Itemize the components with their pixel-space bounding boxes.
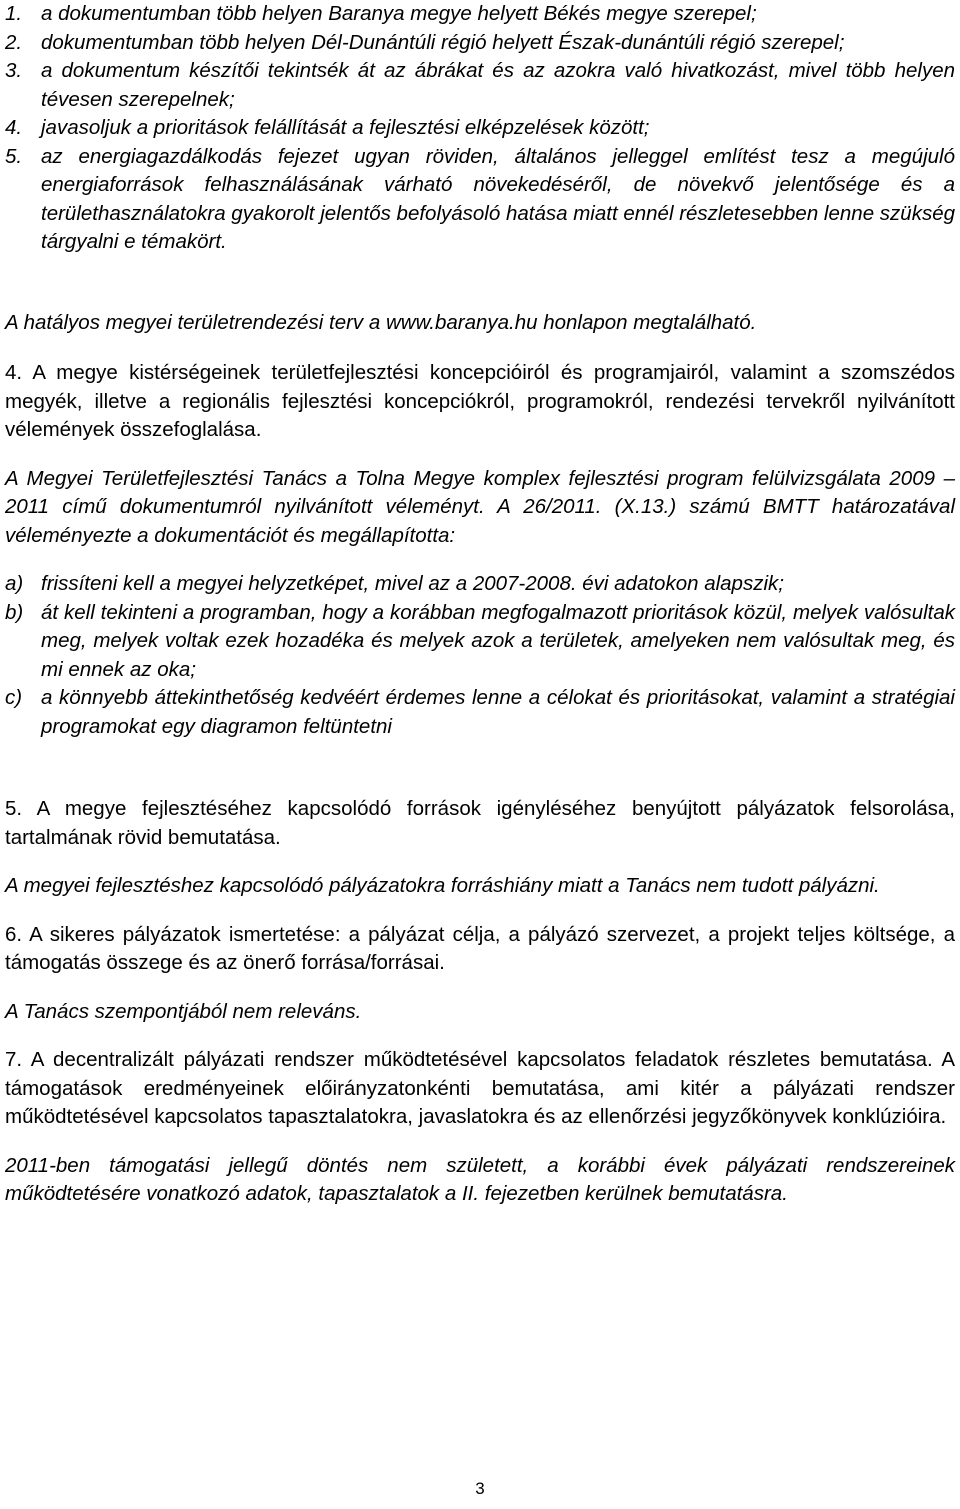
list-item <box>5 0 955 29</box>
list-item-text: dokumentumban több helyen Dél-Dunántúli régió helyett Észak-dunántúli régió szerepel; <box>41 30 845 54</box>
list-item-letter: c) <box>5 686 23 709</box>
list-item <box>5 599 955 685</box>
list-item-text: át kell tekinteni a programban, hogy a korábban megfogalmazott prioritások közül, melyek valósultak meg, melyek voltak ezek hozadéka és melyek azok a területek, amelyeken nem valósultak meg, és mi ennek az oka; <box>41 600 955 681</box>
section-4-heading: 4. A megye kistérségeinek területfejlesztési koncepcióiról és programjairól, valamint a szomszédos megyék, illetve a regionális fejlesztési koncepciókról, programokról, rendezési tervekről nyilvánított vélemények összefoglalása. <box>5 361 955 441</box>
list-item-text: frissíteni kell a megyei helyzetképet, mivel az a 2007-2008. évi adatokon alapszik; <box>41 572 784 595</box>
section-4-items <box>5 570 955 741</box>
section-7-heading: 7. A decentralizált pályázati rendszer működtetésével kapcsolatos feladatok részletes bemutatása. A támogatások eredményeinek előirányzatonkénti bemutatása, ami kitér a pályázati rendszer működtetésével kapcsolatos tapasztalatokra, javaslatokra és az ellenőrzési jegyzőkönyvek konklúzióira. <box>5 1048 955 1128</box>
list-item-number: 2. <box>5 30 23 54</box>
list-item <box>5 684 955 741</box>
list-item-number: 1. <box>5 2 23 25</box>
list-item <box>5 114 955 143</box>
section-4-body: A Megyei Területfejlesztési Tanács a Tolna Megye komplex fejlesztési program felülvizsgálata 2009 – 2011 című dokumentumról nyilvánított véleményt. A 26/2011. (X.13.) számú BMTT határozatával véleményezte a dokumentációt és megállapította: <box>5 466 955 547</box>
list-item <box>5 57 955 114</box>
list-item <box>5 29 955 58</box>
list-item-text: a könnyebb áttekinthetőség kedvéért érdemes lenne a célokat és prioritásokat, valamint a stratégiai programokat egy diagramon feltüntetni <box>41 686 955 738</box>
list-item-text: javasoljuk a prioritások felállítását a fejlesztési elképzelések között; <box>41 116 650 139</box>
section-7-body: 2011-ben támogatási jellegű döntés nem született, a korábbi évek pályázati rendszereinek működtetésére vonatkozó adatok, tapasztalatok a II. fejezetben kerülnek bemutatásra. <box>5 1153 955 1205</box>
section-6-body: A Tanács szempontjából nem releváns. <box>5 999 362 1023</box>
list-item <box>5 570 955 599</box>
list-item-text: a dokumentumban több helyen Baranya megye helyett Békés megye szerepel; <box>41 2 757 25</box>
list-item-number: 4. <box>5 116 23 139</box>
list-item-text: a dokumentum készítői tekintsék át az ábrákat és az azokra való hivatkozást, mivel több helyen tévesen szerepelnek; <box>41 59 955 111</box>
list-item-text: az energiagazdálkodás fejezet ugyan röviden, általános jelleggel említést tesz a megújuló energiaforrások felhasználásának várható növekedéséről, de növekvő jelentősége és a területhasználatokra gyakorolt jelentős befolyásoló hatása miatt ennél részletesebben lenne szükség tárgyalni e témakört. <box>41 144 955 253</box>
list-item-number: 5. <box>5 144 23 168</box>
list-item-letter: a) <box>5 572 24 595</box>
list-item-letter: b) <box>5 600 24 624</box>
remarks-list <box>5 0 955 257</box>
website-paragraph: A hatályos megyei területrendezési terv a www.baranya.hu honlapon megtalálható. <box>5 310 757 334</box>
list-item-number: 3. <box>5 59 23 82</box>
section-5-body: A megyei fejlesztéshez kapcsolódó pályázatokra forráshiány miatt a Tanács nem tudott pályázni. <box>5 874 880 897</box>
section-6-heading: 6. A sikeres pályázatok ismertetése: a pályázat célja, a pályázó szervezet, a projekt teljes költsége, a támogatás összege és az önerő forrása/forrásai. <box>5 922 955 974</box>
list-item <box>5 143 955 257</box>
page-number: 3 <box>475 1479 485 1498</box>
section-5-heading: 5. A megye fejlesztéséhez kapcsolódó források igényléséhez benyújtott pályázatok felsorolása, tartalmának rövid bemutatása. <box>5 797 955 849</box>
document-page <box>5 0 955 1209</box>
